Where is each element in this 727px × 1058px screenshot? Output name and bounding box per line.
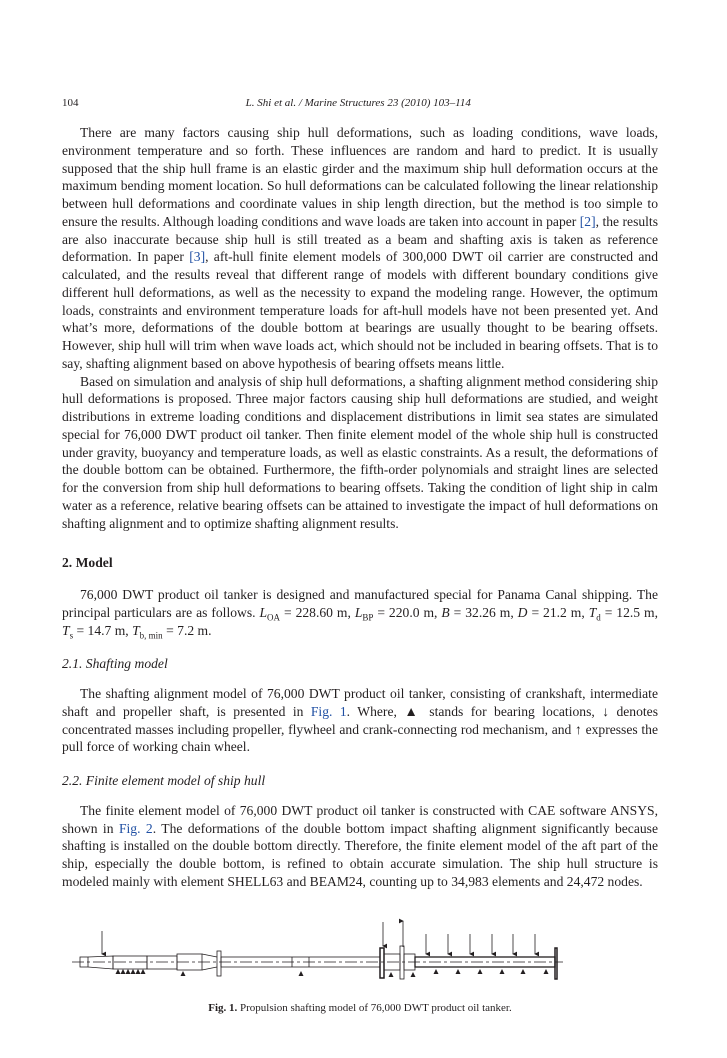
particular: D = 21.2 m,	[517, 604, 589, 620]
bearing-icon	[456, 969, 461, 974]
particular: $L_{BP} = 220.0$ m,	[354, 604, 442, 623]
paragraph: Based on simulation and analysis of ship hull deformations, a shafting alignment method considering ship hull deformations is proposed. Three major factors causing ship hull deformations are studied, and weight distributions in extreme loading conditions and displacement distributions in limit sea states are simulated special for 76,000 DWT product oil tanker. Then finite element model of the whole ship hull is constructed under gravity, buoyancy and temperature loads, as well as elastic constraints. As a result, the deformations of the double bottom can be obtained. Furthermore, the fifth-order polynomials and straight lines are selected for the conversion from ship hull deformations to bearing offsets. Taking the condition of light ship in calm water as a reference, relative bearing offsets can be attained to investigate the impact of hull deformations on shafting alignment and to optimize shafting alignment results.	[62, 373, 658, 531]
citation-link[interactable]: [3]	[189, 249, 206, 265]
bearing-icon	[500, 969, 505, 974]
shafting-section	[62, 655, 658, 756]
bearing-icon	[411, 972, 416, 977]
figure-link[interactable]: Fig. 1	[310, 703, 347, 719]
bearing-icon	[181, 971, 186, 976]
bearing-icon	[121, 969, 126, 974]
fem-section	[62, 772, 658, 891]
text: There are many factors causing ship hull deformations, such as loading conditions, wave loads, environment temperature and so forth. These influences are random and hard to predict. It is usually supposed that the ship hull frame is an elastic girder and the maximum ship hull deformation occurs at the maximum bending moment location. So hull deformations can be calculated following the linear relationship between hull deformations and coordinate values in ship length direction, but the method is too simple to ensure the results. Although loading conditions and wave loads are taken into account in paper	[62, 125, 658, 229]
subsection-heading: 2.1. Shafting model	[62, 656, 168, 672]
bearing-icon	[299, 971, 304, 976]
bearing-icon	[131, 969, 136, 974]
caption-text: Propulsion shafting model of 76,000 DWT product oil tanker.	[237, 1001, 512, 1014]
text: . Where, ▲ stands for bearing locations, ↓ denotes concentrated masses including propeller, flywheel and crank-connecting rod mechanism, and ↑ expresses the pull force of working chain wheel.	[62, 703, 658, 755]
crank-taper	[88, 956, 113, 969]
crankshaft-segment	[113, 956, 147, 969]
figure-link[interactable]: Fig. 2	[118, 820, 153, 836]
figure-caption	[62, 1001, 658, 1015]
bearing-icon	[389, 972, 394, 977]
paragraph	[62, 685, 658, 756]
text: . The deformations of the double bottom impact shafting alignment significantly because shafting is installed on the double bottom directly. Therefore, the finite element model of the aft part of the ship, especially the double bottom, is refined to obtain accurate simulation. The ship hull structure is modeled mainly with element SHELL63 and BEAM24, counting up to 34,983 elements and 24,472 nodes.	[62, 820, 658, 889]
paragraph	[62, 124, 658, 373]
particular: $L_{OA} = 228.60$ m,	[259, 604, 355, 623]
end-flange	[555, 948, 557, 979]
citation-link[interactable]: [2]	[579, 213, 596, 229]
bearing-icon	[141, 969, 146, 974]
bearing-icon	[136, 969, 141, 974]
bearing-icon	[521, 969, 526, 974]
text: , aft-hull finite element models of 300,000 DWT oil carrier are constructed and calculated, and the results reveal that different range of models with different boundary conditions give different hull deformations, as well as the necessity to expand the modeling range. However, the optimum loads, constraints and environment temperature loads for aft-hull models have not been presented yet. And what’s more, deformations of the double bottom at bearings are usually thought to be bearing offsets. However, ship hull will trim when wave loads act, which should not be included in bearing offsets. That is to say, shafting alignment based on above hypothesis of bearing offsets means little.	[62, 249, 658, 371]
particular: B = 32.26 m,	[441, 604, 518, 620]
paragraph	[62, 586, 658, 639]
particular: $T_d = 12.5$ m,	[588, 604, 658, 623]
intro-section	[62, 124, 658, 532]
page-number: 104	[62, 97, 79, 109]
text: The shafting alignment model of 76,000 DWT product oil tanker, consisting of crankshaft, intermediate shaft and propeller shaft, is presented in	[62, 686, 658, 719]
section-heading: 2. Model	[62, 555, 113, 571]
flange	[217, 951, 221, 976]
bearing-icon	[126, 969, 131, 974]
particular: $T_{b, min} = 7.2$ m.	[132, 622, 212, 641]
crankshaft-segment	[147, 956, 177, 969]
particular: $T_s = 14.7$ m,	[62, 622, 133, 641]
bearing-icon	[478, 969, 483, 974]
text: The finite element model of 76,000 DWT product oil tanker is constructed with CAE software ANSYS, shown in	[62, 802, 658, 836]
figure	[62, 909, 658, 1015]
paragraph	[62, 802, 658, 891]
figure-label: Fig. 1.	[208, 1001, 238, 1014]
bearing-icon	[544, 969, 549, 974]
bearing-icon	[116, 969, 121, 974]
shafting-diagram	[60, 909, 660, 989]
flange	[400, 946, 404, 979]
running-header	[62, 96, 658, 110]
subsection-heading: 2.2. Finite element model of ship hull	[62, 773, 266, 788]
running-title: L. Shi et al. / Marine Structures 23 (2010) 103–114	[245, 97, 471, 109]
model-section	[62, 554, 658, 639]
flange	[380, 948, 384, 978]
text: 76,000 DWT product oil tanker is designed and manufactured special for Panama Canal shipping. The principal particulars are as follows.	[62, 587, 658, 620]
text: , the results are also inaccurate because ship hull is still treated as a beam and shafting axis is taken as reference deformation. In paper	[62, 213, 658, 265]
bearing-icon	[434, 969, 439, 974]
